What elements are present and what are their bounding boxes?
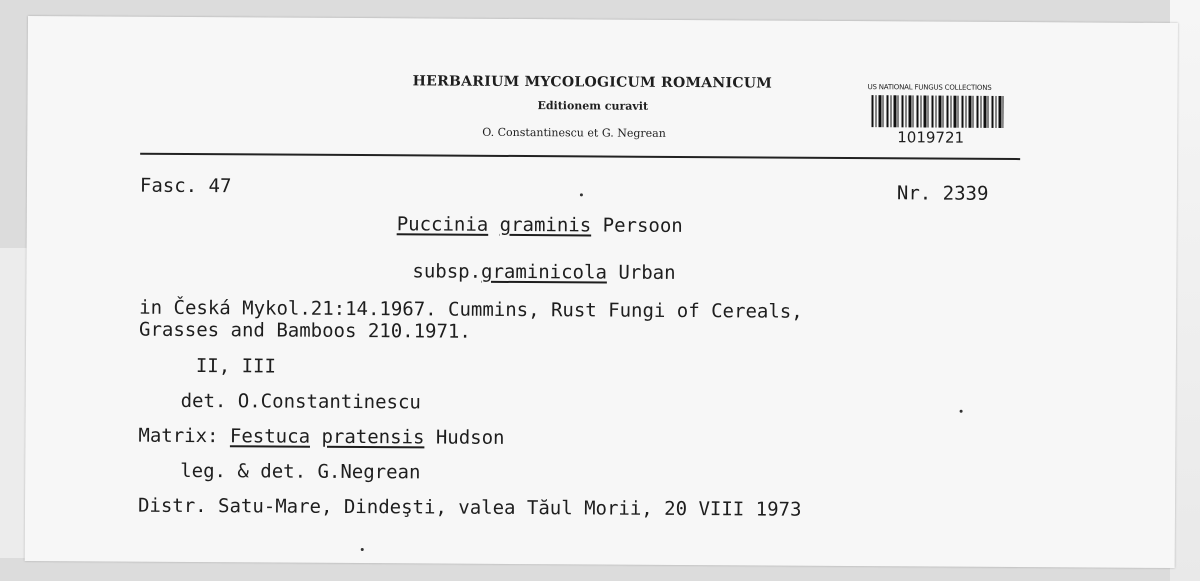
specimen-label [25, 16, 1178, 568]
herbarium-title: HERBARIUM MYCOLOGICUM ROMANICUM [412, 73, 773, 92]
speck [361, 548, 364, 551]
collector-line: leg. & det. G.Negrean [180, 459, 421, 484]
subspecies-prefix: subsp. [412, 260, 482, 283]
reference-line-1: in Česká Mykol.21:14.1967. Cummins, Rust Fungi of Cereals, [139, 296, 803, 323]
matrix-prefix: Matrix: [138, 424, 219, 448]
barcode-caption: US NATIONAL FUNGUS COLLECTIONS [867, 83, 992, 92]
species-genus: Puccinia [396, 213, 489, 236]
spore-stages: II, III [195, 355, 277, 378]
speck [960, 410, 963, 413]
herbarium-editors: O. Constantinescu et G. Negrean [482, 125, 666, 140]
fascicle-number: Fasc. 47 [139, 174, 232, 198]
barcode-icon [871, 95, 1003, 128]
matrix-line [138, 425, 504, 449]
species-epithet: graminis [499, 213, 592, 237]
species-author: Persoon [602, 214, 683, 238]
speck [580, 193, 583, 196]
species-name [397, 213, 683, 237]
matrix-genus: Festuca [229, 425, 311, 448]
matrix-epithet: pratensis [321, 425, 425, 449]
subspecies-name [412, 260, 675, 284]
header-divider [140, 153, 1020, 160]
barcode-sticker [867, 83, 1007, 154]
specimen-number: Nr. 2339 [896, 182, 989, 205]
herbarium-subtitle: Editionem curavit [537, 99, 649, 113]
matrix-author: Hudson [435, 426, 505, 449]
subspecies-epithet: graminicola [481, 260, 607, 284]
determiner: det. O.Constantinescu [180, 389, 421, 414]
locality-line: Distr. Satu-Mare, Dindeşti, valea Tăul Morii, 20 VIII 1973 [137, 494, 802, 521]
reference-line-2: Grasses and Bamboos 210.1971. [139, 318, 471, 343]
subspecies-author: Urban [618, 261, 676, 284]
barcode-number: 1019721 [897, 128, 965, 147]
